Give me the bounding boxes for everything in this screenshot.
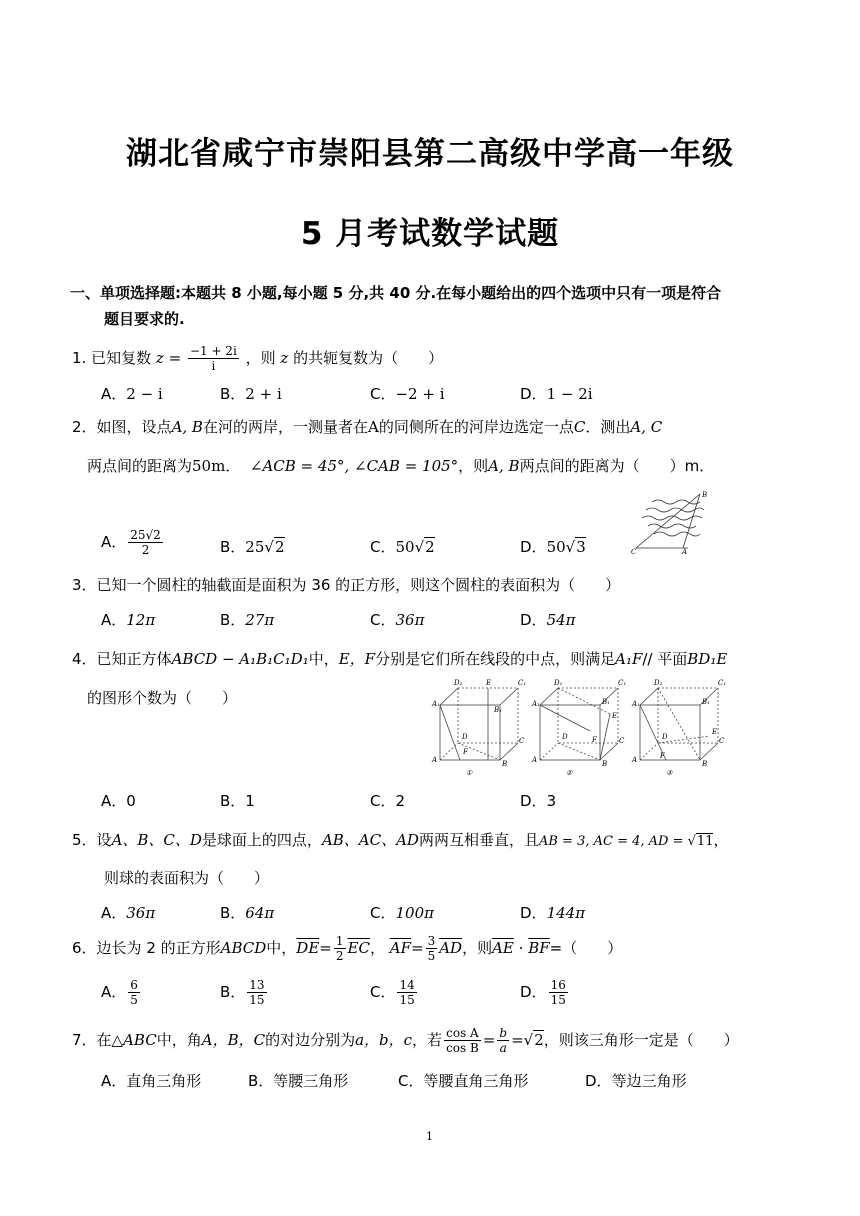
question-4-stem-cont: 的图形个数为（ ） bbox=[87, 689, 238, 707]
cube-figures bbox=[430, 676, 730, 778]
cube-figure-1 bbox=[440, 688, 518, 760]
option-c: C．50√2 bbox=[370, 538, 435, 556]
svg-text:C₁: C₁ bbox=[718, 679, 727, 687]
svg-text:C: C bbox=[719, 737, 725, 745]
option-d: D．50√3 bbox=[520, 538, 586, 556]
svg-text:F: F bbox=[592, 736, 597, 744]
question-2-stem: 2．如图，设点A, B在河的两岸，一测量者在A的同侧所在的河岸边选定一点C．测出A, C bbox=[72, 418, 663, 436]
svg-text:C₁: C₁ bbox=[618, 679, 627, 687]
svg-text:D₁: D₁ bbox=[554, 679, 563, 687]
label-c: C bbox=[519, 737, 525, 745]
question-6-stem: 6．边长为 2 的正方形ABCD中，$\overline{DE}=$ $\frac{1}{2}$ $\overline{EC}$， $\overline{AF}=$ $\frac{3}{5}$ $\overline{AD}$，则$\overline{AE} \cdot \overline{BF}=$（ ） bbox=[72, 934, 623, 963]
section-heading-cont: 题目要求的. bbox=[104, 310, 185, 328]
svg-text:C: C bbox=[619, 737, 625, 745]
option-a: A．12π bbox=[101, 611, 156, 629]
svg-text:B₁: B₁ bbox=[702, 698, 710, 706]
svg-text:E: E bbox=[612, 712, 618, 720]
label-e: E bbox=[486, 679, 492, 687]
option-d: D．等边三角形 bbox=[585, 1072, 687, 1090]
river-figure bbox=[628, 488, 718, 558]
option-c: C．2 bbox=[370, 792, 406, 810]
option-d: D．144π bbox=[520, 904, 586, 922]
option-c: C．100π bbox=[370, 904, 434, 922]
option-b: B． $\frac{13}{15}$ bbox=[220, 978, 265, 1007]
svg-text:A₁: A₁ bbox=[632, 700, 640, 708]
question-5-stem: 5．设A、B、C、D是球面上的四点，AB、AC、AD两两互相垂直，且AB = 3, AC = 4, AD = √11， bbox=[72, 831, 729, 849]
point-a-label: A bbox=[682, 548, 688, 556]
option-b: B．25√2 bbox=[220, 538, 285, 556]
svg-text:A: A bbox=[632, 756, 638, 764]
label-d: D bbox=[462, 733, 468, 741]
option-a: A． $\frac{6}{5}$ bbox=[101, 978, 138, 1007]
option-a: A． $\frac{25√2}{2}$ bbox=[101, 528, 161, 557]
svg-text:B₁: B₁ bbox=[602, 698, 610, 706]
option-c: C． $\frac{14}{15}$ bbox=[370, 978, 415, 1007]
point-b-label: B bbox=[702, 491, 708, 499]
svg-text:D₁: D₁ bbox=[654, 679, 663, 687]
figure-number-2: ② bbox=[566, 769, 573, 777]
question-3-stem: 3．已知一个圆柱的轴截面是面积为 36 的正方形，则这个圆柱的表面积为（ ） bbox=[72, 576, 621, 594]
fraction: $\frac{-1 + 2i}{i}$ bbox=[189, 344, 237, 373]
option-d: D． $\frac{16}{15}$ bbox=[520, 978, 566, 1007]
svg-text:F: F bbox=[660, 752, 665, 760]
figure-number-1: ① bbox=[466, 769, 473, 777]
svg-text:B: B bbox=[702, 760, 708, 768]
label-c1: C₁ bbox=[518, 679, 527, 687]
option-b: B．1 bbox=[220, 792, 255, 810]
option-c: C．36π bbox=[370, 611, 425, 629]
label-f: F bbox=[463, 748, 468, 756]
option-a: A．0 bbox=[101, 792, 136, 810]
question-4-stem: 4．已知正方体ABCD − A₁B₁C₁D₁中，E，F分别是它们所在线段的中点，则满足A₁F// 平面BD₁E bbox=[72, 650, 728, 668]
option-d: D．54π bbox=[520, 611, 576, 629]
label-b1: B₁ bbox=[494, 706, 502, 714]
page-number: 1 bbox=[426, 1130, 433, 1143]
title-line-2: 5 月考试数学试题 bbox=[300, 216, 560, 252]
svg-text:A: A bbox=[532, 756, 538, 764]
svg-text:D: D bbox=[562, 733, 568, 741]
option-a: A．2 − i bbox=[101, 385, 163, 403]
option-b: B．等腰三角形 bbox=[248, 1072, 349, 1090]
question-7-stem: 7．在△ABC中，角A，B，C的对边分别为a，b，c，若 $\frac{\text{cos A}}{\text{cos B}}$ = $\frac{b}{a}$ =√2，则该三角形一定是（ ） bbox=[72, 1026, 739, 1055]
svg-text:B: B bbox=[602, 760, 608, 768]
label-d1: D₁ bbox=[454, 679, 463, 687]
section-heading: 一、单项选择题:本题共 8 小题,每小题 5 分,共 40 分.在每小题给出的四个选项中只有一项是符合 bbox=[70, 284, 722, 302]
option-a: A．直角三角形 bbox=[101, 1072, 202, 1090]
question-5-stem-cont: 则球的表面积为（ ） bbox=[104, 869, 270, 887]
option-b: B．27π bbox=[220, 611, 275, 629]
question-2-stem-cont: 两点间的距离为50m． ∠ACB = 45°, ∠CAB = 105°，则A, B两点间的距离为（ ）m． bbox=[87, 457, 715, 475]
title-line-1: 湖北省咸宁市崇阳县第二高级中学高一年级 bbox=[126, 136, 734, 172]
figure-number-3: ③ bbox=[666, 769, 673, 777]
svg-text:A₁: A₁ bbox=[532, 700, 540, 708]
option-d: D．3 bbox=[520, 792, 557, 810]
label-a: A bbox=[432, 756, 438, 764]
question-number: 1. bbox=[72, 349, 87, 367]
option-a: A．36π bbox=[101, 904, 156, 922]
option-d: D．1 − 2i bbox=[520, 385, 593, 403]
svg-text:E: E bbox=[712, 728, 718, 736]
label-b: B bbox=[502, 760, 508, 768]
question-1-stem: 1. 已知复数 z = $\frac{-1 + 2i}{i}$ ，则 z 的共轭复数为（ ） bbox=[72, 344, 444, 373]
option-c: C．等腰直角三角形 bbox=[398, 1072, 529, 1090]
point-c-label: C bbox=[631, 548, 637, 556]
option-c: C．−2 + i bbox=[370, 385, 445, 403]
label-a1: A₁ bbox=[432, 700, 440, 708]
option-b: B．2 + i bbox=[220, 385, 282, 403]
option-b: B．64π bbox=[220, 904, 275, 922]
svg-text:D: D bbox=[662, 733, 668, 741]
